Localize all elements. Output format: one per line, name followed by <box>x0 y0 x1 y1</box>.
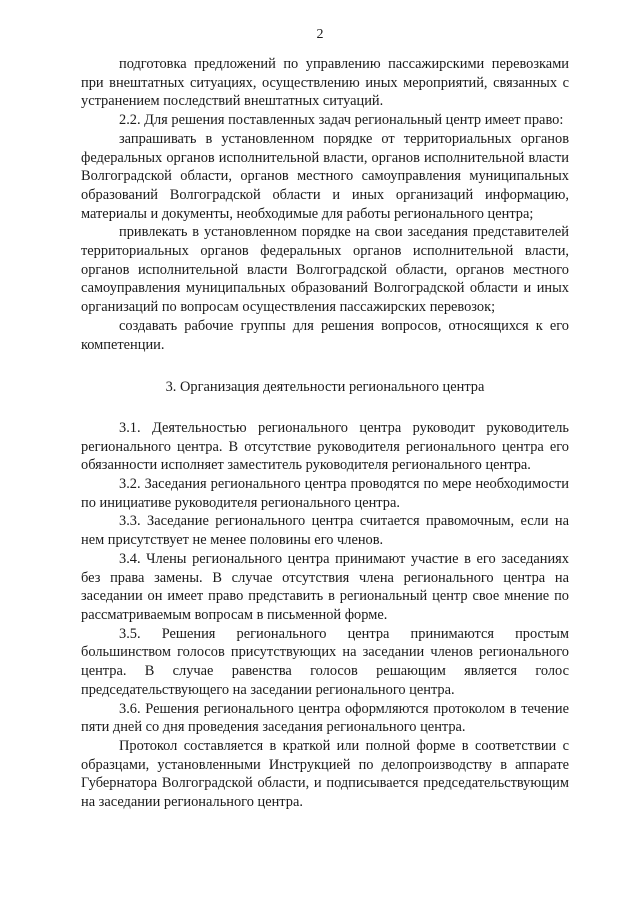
paragraph-2-1-tail: подготовка предложений по управлению пассажирскими перевозками при внештатных ситуациях, осуществлению иных мероприятий, связанных с устранением последствий внештатных ситуаций. <box>81 56 569 110</box>
paragraph-3-2: 3.2. Заседания регионального центра проводятся по мере необходимости по инициативе руководителя регионального центра. <box>81 476 569 511</box>
section-3-heading: 3. Организация деятельности регионального центра <box>165 379 485 396</box>
paragraph-2-2-create-working-groups: создавать рабочие группы для решения вопросов, относящихся к его компетенции. <box>81 317 569 353</box>
paragraph-2-2-request-info: запрашивать в установленном порядке от территориальных органов федеральных органов исполнительной власти, органов исполнительной власти Волгоградской области, органов местного самоуправления муниципальных образований Волгоградской области и иных организаций информацию, материалы и документы, необходимые для работы регионального центра; <box>81 130 569 222</box>
document-body <box>81 55 569 812</box>
paragraph-3-6: 3.6. Решения регионального центра оформляются протоколом в течение пяти дней со дня проведения заседания регионального центра. <box>81 700 569 736</box>
page-number: 2 <box>316 27 324 42</box>
paragraph-3-5: 3.5. Решения регионального центра принимаются простым большинством голосов присутствующих на заседании членов регионального центра. В случае равенства голосов решающим является голос председательствующего на заседании регионального центра. <box>81 625 569 698</box>
paragraph-2-2-invite-representatives: привлекать в установленном порядке на свои заседания представителей территориальных органов федеральных органов исполнительной власти, органов исполнительной власти Волгоградской области, органов местного самоуправления муниципальных образований Волгоградской области и иных организаций по вопросам осуществления пассажирских перевозок; <box>81 224 569 316</box>
paragraph-2-2: 2.2. Для решения поставленных задач региональный центр имеет право: <box>119 112 564 129</box>
paragraph-3-4: 3.4. Члены регионального центра принимают участие в его заседаниях без права замены. В случае отсутствия члена регионального центра на заседании он имеет право представить в региональный центр свое мнение по рассматриваемым вопросам в письменной форме. <box>81 550 569 623</box>
paragraph-3-3: 3.3. Заседание регионального центра считается правомочным, если на нем присутствует не менее половины его членов. <box>81 513 569 549</box>
paragraph-3-6-protocol: Протокол составляется в краткой или полной форме в соответствии с образцами, установленными Инструкцией по делопроизводству в аппарате Губернатора Волгоградской области, и подписывается председательствующим на заседании регионального центра. <box>81 737 569 811</box>
paragraph-3-1: 3.1. Деятельностью регионального центра руководит руководитель регионального центра. В отсутствие руководителя регионального центра его обязанности исполняет заместитель руководителя регионального центра. <box>81 419 569 474</box>
